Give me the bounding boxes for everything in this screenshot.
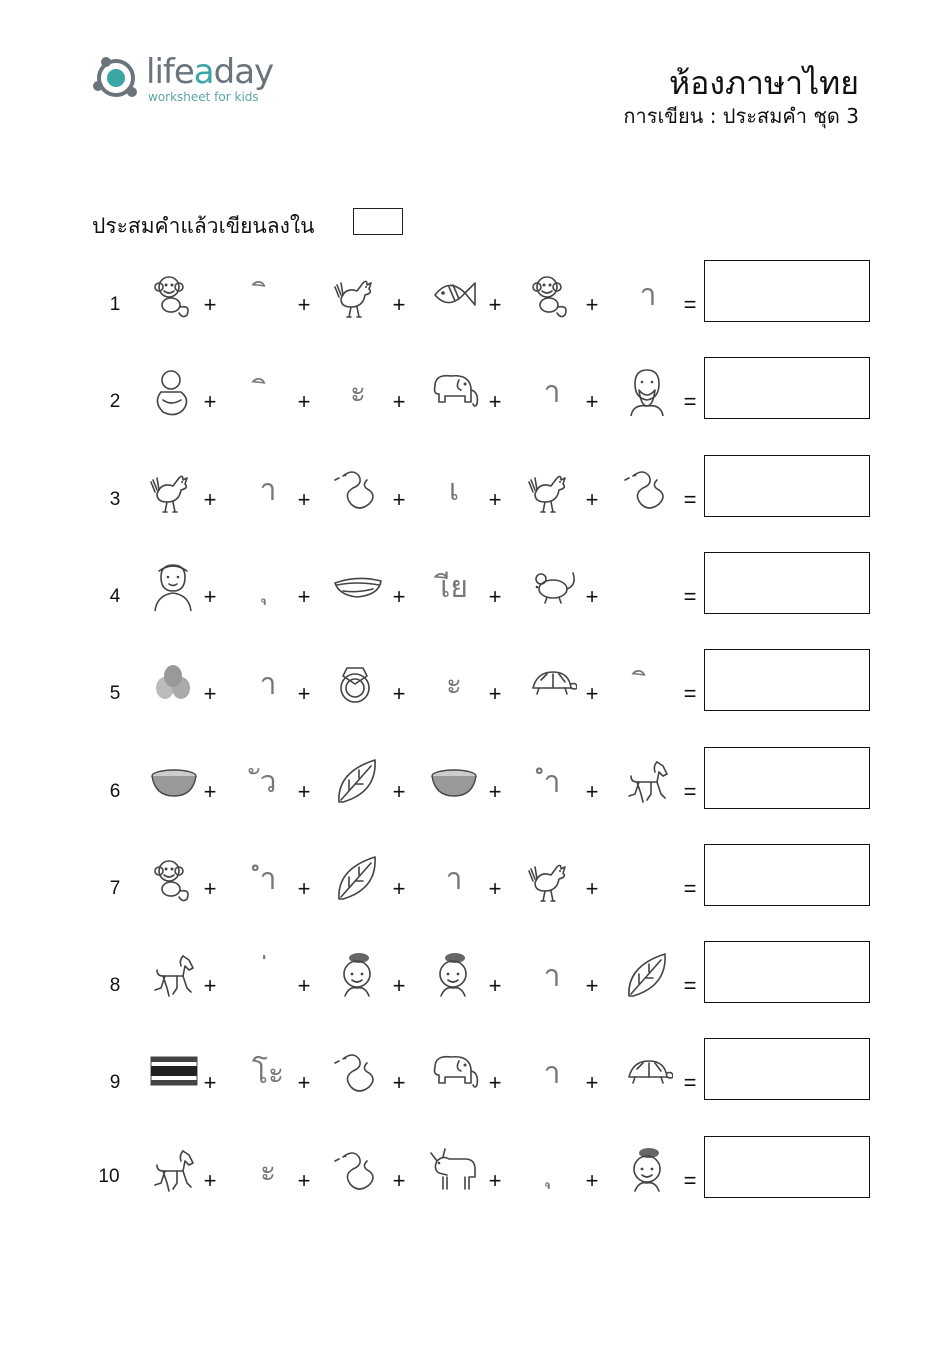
vowel-mark: โะ <box>251 1056 285 1091</box>
logo-icon <box>90 52 142 104</box>
answer-box[interactable] <box>704 844 870 906</box>
eggs-icon <box>146 655 202 711</box>
girl-icon <box>620 1142 676 1198</box>
equals-sign: = <box>683 389 697 414</box>
logo-name: lifeaday <box>146 52 274 92</box>
plus-sign: + <box>392 973 406 998</box>
vowel-mark: ะ <box>445 667 463 702</box>
leaf-icon <box>620 947 676 1003</box>
turtle-icon <box>524 655 580 711</box>
vowel-mark: เีย <box>440 570 468 605</box>
vowel-mark: เ <box>448 473 460 508</box>
plus-sign: + <box>392 292 406 317</box>
plus-sign: + <box>203 1070 217 1095</box>
plus-sign: + <box>585 779 599 804</box>
plus-sign: + <box>297 389 311 414</box>
ox-icon <box>426 1142 482 1198</box>
plus-sign: + <box>488 779 502 804</box>
plus-sign: + <box>392 1168 406 1193</box>
vowel-mark <box>240 272 296 319</box>
plus-sign: + <box>297 1070 311 1095</box>
horse-icon <box>146 947 202 1003</box>
child-icon <box>146 363 202 419</box>
row-number: 1 <box>109 294 121 315</box>
plus-sign: + <box>585 1168 599 1193</box>
plus-sign: + <box>488 584 502 609</box>
mouse-icon <box>524 558 580 614</box>
row-number: 9 <box>109 1072 121 1093</box>
answer-box[interactable] <box>704 649 870 711</box>
snake-icon <box>330 461 386 517</box>
old-man-icon <box>620 363 676 419</box>
exercise-row <box>0 262 951 332</box>
row-number: 10 <box>98 1166 120 1187</box>
plus-sign: + <box>297 779 311 804</box>
equals-sign: = <box>683 584 697 609</box>
exercise-row <box>0 554 951 624</box>
answer-box[interactable] <box>704 941 870 1003</box>
exercise-row <box>0 943 951 1013</box>
plus-sign: + <box>297 292 311 317</box>
exercise-row <box>0 1040 951 1110</box>
vowel-mark: ำ <box>543 765 561 800</box>
vowel-mark: า <box>259 667 277 702</box>
row-number: 3 <box>109 489 121 510</box>
snake-icon <box>330 1142 386 1198</box>
equals-sign: = <box>683 487 697 512</box>
plus-sign: + <box>585 876 599 901</box>
plus-sign: + <box>203 1168 217 1193</box>
plus-sign: + <box>203 681 217 706</box>
bowl-icon <box>146 753 202 809</box>
plus-sign: + <box>585 681 599 706</box>
plus-sign: + <box>488 1168 502 1193</box>
row-number: 2 <box>109 391 121 412</box>
plus-sign: + <box>297 973 311 998</box>
answer-box[interactable] <box>704 260 870 322</box>
plus-sign: + <box>585 487 599 512</box>
page-title: ห้องภาษาไทย <box>669 64 859 102</box>
row-number: 6 <box>109 781 121 802</box>
vowel-mark: า <box>259 473 277 508</box>
vowel-mark: ะ <box>259 1154 277 1189</box>
plus-sign: + <box>585 292 599 317</box>
elephant-icon <box>426 1044 482 1100</box>
equals-sign: = <box>683 973 697 998</box>
plus-sign: + <box>585 973 599 998</box>
answer-box[interactable] <box>704 455 870 517</box>
plus-sign: + <box>488 876 502 901</box>
rooster-icon <box>330 266 386 322</box>
plus-sign: + <box>585 389 599 414</box>
vowel-mark: ะ <box>349 375 367 410</box>
answer-box[interactable] <box>704 1038 870 1100</box>
answer-box[interactable] <box>704 747 870 809</box>
plus-sign: + <box>297 1168 311 1193</box>
rooster-icon <box>524 850 580 906</box>
plus-sign: + <box>488 292 502 317</box>
equals-sign: = <box>683 681 697 706</box>
plus-sign: + <box>297 584 311 609</box>
monkey-icon <box>524 266 580 322</box>
vowel-mark <box>620 661 676 708</box>
plus-sign: + <box>203 487 217 512</box>
answer-box[interactable] <box>704 1136 870 1198</box>
equals-sign: = <box>683 779 697 804</box>
plus-sign: + <box>392 876 406 901</box>
monkey-icon <box>146 850 202 906</box>
row-number: 8 <box>109 975 121 996</box>
vowel-mark <box>240 953 296 1000</box>
snake-icon <box>620 461 676 517</box>
vowel-mark <box>240 369 296 416</box>
girl-icon <box>426 947 482 1003</box>
plus-sign: + <box>203 973 217 998</box>
rooster-icon <box>146 461 202 517</box>
plus-sign: + <box>585 584 599 609</box>
instruction: ประสมคำแล้วเขียนลงใน <box>92 214 315 238</box>
plus-sign: + <box>392 389 406 414</box>
flag-icon <box>146 1044 202 1100</box>
plus-sign: + <box>203 876 217 901</box>
plus-sign: + <box>297 876 311 901</box>
plus-sign: + <box>297 681 311 706</box>
exercise-row <box>0 846 951 916</box>
horse-icon <box>620 753 676 809</box>
plus-sign: + <box>203 292 217 317</box>
plus-sign: + <box>203 779 217 804</box>
bowl-icon <box>426 753 482 809</box>
exercise-row <box>0 651 951 721</box>
logo <box>90 50 320 110</box>
plus-sign: + <box>488 389 502 414</box>
plus-sign: + <box>203 584 217 609</box>
plus-sign: + <box>203 389 217 414</box>
horse-icon <box>146 1142 202 1198</box>
exercise-row <box>0 359 951 429</box>
answer-box[interactable] <box>704 552 870 614</box>
leaf-icon <box>330 753 386 809</box>
exercise-row <box>0 1138 951 1208</box>
exercise-row <box>0 749 951 819</box>
vowel-mark: า <box>445 862 463 897</box>
equals-sign: = <box>683 876 697 901</box>
vowel-mark: ัว <box>259 765 277 800</box>
equals-sign: = <box>683 292 697 317</box>
logo-tagline: worksheet for kids <box>148 90 259 104</box>
vowel-mark: า <box>543 959 561 994</box>
rooster-icon <box>524 461 580 517</box>
girl-icon <box>330 947 386 1003</box>
row-number: 7 <box>109 878 121 899</box>
answer-box[interactable] <box>704 357 870 419</box>
equals-sign: = <box>683 1168 697 1193</box>
exercise-row <box>0 457 951 527</box>
plus-sign: + <box>585 1070 599 1095</box>
plus-sign: + <box>392 681 406 706</box>
boat-icon <box>330 558 386 614</box>
plus-sign: + <box>392 779 406 804</box>
vowel-mark: า <box>543 1056 561 1091</box>
equals-sign: = <box>683 1070 697 1095</box>
plus-sign: + <box>488 681 502 706</box>
fish-icon <box>426 266 482 322</box>
plus-sign: + <box>488 973 502 998</box>
plus-sign: + <box>488 1070 502 1095</box>
instruction-box <box>353 208 403 235</box>
vowel-mark: า <box>543 375 561 410</box>
snake-icon <box>330 1044 386 1100</box>
page-subtitle: การเขียน : ประสมคำ ชุด 3 <box>623 104 859 128</box>
vowel-mark <box>524 1148 580 1195</box>
ring-icon <box>330 655 386 711</box>
elephant-icon <box>426 363 482 419</box>
vowel-mark: ำ <box>259 862 277 897</box>
leaf-icon <box>330 850 386 906</box>
row-number: 5 <box>109 683 121 704</box>
vowel-mark <box>240 564 296 611</box>
plus-sign: + <box>392 1070 406 1095</box>
monkey-icon <box>146 266 202 322</box>
plus-sign: + <box>488 487 502 512</box>
plus-sign: + <box>392 584 406 609</box>
man-icon <box>146 558 202 614</box>
plus-sign: + <box>297 487 311 512</box>
plus-sign: + <box>392 487 406 512</box>
turtle-icon <box>620 1044 676 1100</box>
vowel-mark: า <box>639 278 657 313</box>
row-number: 4 <box>109 586 121 607</box>
